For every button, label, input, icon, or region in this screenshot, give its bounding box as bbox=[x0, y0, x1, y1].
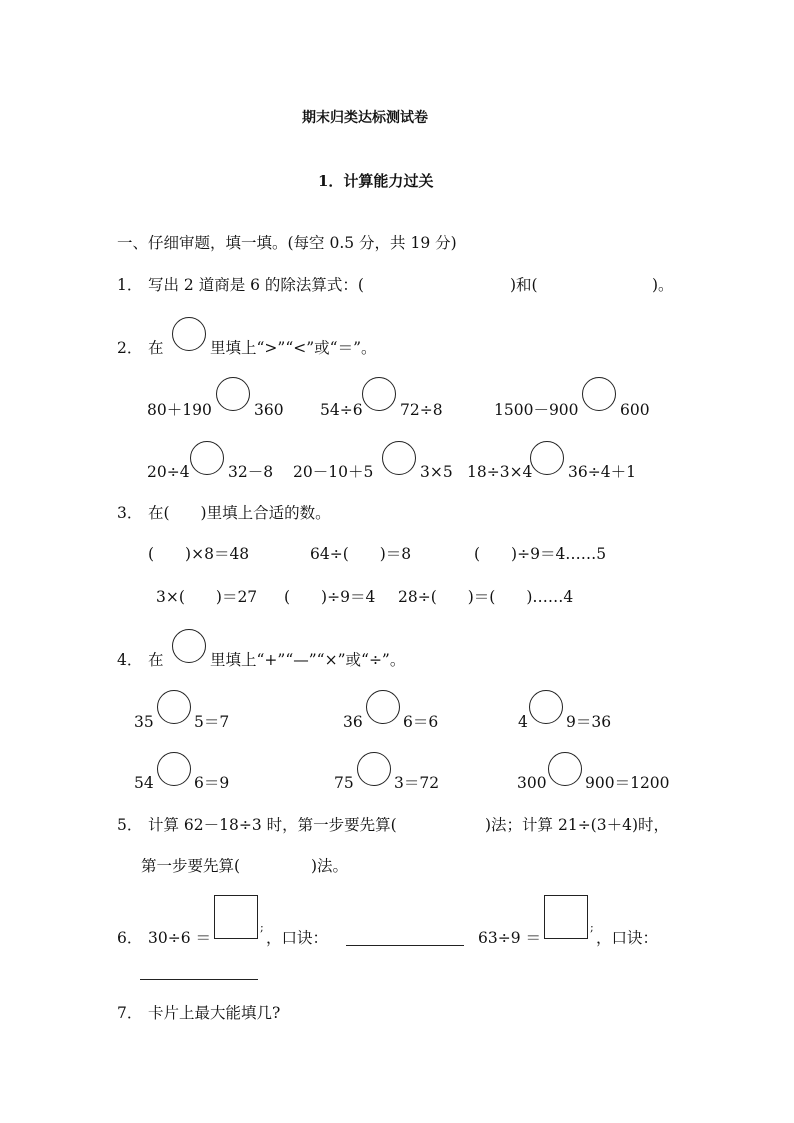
q5-line1b: )法；计算 21÷(3＋4)时， bbox=[485, 816, 670, 834]
q2-r1-a-right: 360 bbox=[254, 401, 284, 419]
q6-rhyme-line-2[interactable] bbox=[140, 979, 258, 980]
q2-post: 里填上“>”“<”或“＝”。 bbox=[210, 339, 377, 357]
q2-r2-c-left: 18÷3×4 bbox=[467, 463, 533, 481]
page-subtitle: 1．计算能力过关 bbox=[318, 172, 434, 190]
q4-r1-a-right: 5＝7 bbox=[194, 713, 230, 731]
q6-answer-box-2[interactable] bbox=[544, 895, 588, 939]
q4-r2-b-circle[interactable] bbox=[357, 752, 391, 786]
q4-r2-b-right: 3＝72 bbox=[394, 774, 440, 792]
q2-r1-a-left: 80＋190 bbox=[147, 401, 212, 419]
q7-text: 卡片上最大能填几? bbox=[148, 1004, 281, 1022]
q4-r2-a-left: 54 bbox=[134, 774, 154, 792]
q3-text: 在( )里填上合适的数。 bbox=[148, 504, 331, 522]
q2-r1-c-left: 1500－900 bbox=[494, 401, 579, 419]
q2-r1-a-circle[interactable] bbox=[216, 377, 250, 411]
q2-sample-circle bbox=[172, 317, 206, 351]
q2-r1-c-circle[interactable] bbox=[582, 377, 616, 411]
q2-r2-a-right: 32－8 bbox=[228, 463, 274, 481]
q6-mark-1: ; bbox=[260, 921, 264, 934]
q5-line2b: )法。 bbox=[311, 857, 349, 875]
q4-r1-a-circle[interactable] bbox=[157, 690, 191, 724]
q3-r1-a: ( )×8＝48 bbox=[148, 545, 250, 563]
q2-r2-b-left: 20－10＋5 bbox=[293, 463, 374, 481]
q3-r1-c: ( )÷9＝4……5 bbox=[474, 545, 607, 563]
q2-r1-b-circle[interactable] bbox=[362, 377, 396, 411]
q2-r1-c-right: 600 bbox=[620, 401, 650, 419]
q2-r2-c-right: 36÷4＋1 bbox=[568, 463, 636, 481]
q4-r2-a-circle[interactable] bbox=[157, 752, 191, 786]
q2-r2-a-circle[interactable] bbox=[190, 441, 224, 475]
q4-r2-c-right: 900＝1200 bbox=[585, 774, 670, 792]
q7-number: 7． bbox=[117, 1004, 143, 1022]
q2-r2-a-left: 20÷4 bbox=[147, 463, 190, 481]
q2-r2-b-circle[interactable] bbox=[382, 441, 416, 475]
q4-r2-c-left: 300 bbox=[517, 774, 547, 792]
q3-r1-b: 64÷( )＝8 bbox=[310, 545, 412, 563]
q4-r2-c-circle[interactable] bbox=[548, 752, 582, 786]
q3-r2-c: 28÷( )＝( )……4 bbox=[398, 588, 574, 606]
q4-r1-b-circle[interactable] bbox=[366, 690, 400, 724]
q4-r1-b-left: 36 bbox=[343, 713, 363, 731]
q2-r1-b-left: 54÷6 bbox=[320, 401, 363, 419]
q2-r1-b-right: 72÷8 bbox=[400, 401, 443, 419]
q2-r2-b-right: 3×5 bbox=[420, 463, 453, 481]
q4-r1-b-right: 6＝6 bbox=[403, 713, 439, 731]
q1-mid: )和( bbox=[510, 276, 538, 294]
q2-r2-c-circle[interactable] bbox=[530, 441, 564, 475]
q4-r1-c-circle[interactable] bbox=[529, 690, 563, 724]
q1-end: )。 bbox=[652, 276, 674, 294]
q2-pre: 在 bbox=[148, 339, 164, 357]
q3-number: 3． bbox=[117, 504, 143, 522]
q4-r1-c-right: 9＝36 bbox=[566, 713, 612, 731]
q4-post: 里填上“+”“—”“×”或“÷”。 bbox=[210, 651, 406, 669]
q6-rhyme-line-1[interactable] bbox=[346, 945, 464, 946]
q6-sep-1: ，口诀： bbox=[266, 929, 329, 947]
q4-r1-a-left: 35 bbox=[134, 713, 154, 731]
q6-number: 6． bbox=[117, 929, 143, 947]
q2-number: 2． bbox=[117, 339, 143, 357]
q4-number: 4． bbox=[117, 651, 143, 669]
q4-pre: 在 bbox=[148, 651, 164, 669]
page-title: 期末归类达标测试卷 bbox=[302, 110, 428, 126]
q5-line2a: 第一步要先算( bbox=[141, 857, 241, 875]
q5-line1a: 计算 62－18÷3 时，第一步要先算( bbox=[148, 816, 397, 834]
q6-sep-2: ，口诀： bbox=[596, 929, 659, 947]
q6-answer-box-1[interactable] bbox=[214, 895, 258, 939]
q1-number: 1． bbox=[117, 276, 143, 294]
q6-expr2: 63÷9 ＝ bbox=[478, 929, 541, 947]
q6-expr1: 30÷6 ＝ bbox=[148, 929, 211, 947]
q5-number: 5． bbox=[117, 816, 143, 834]
q4-sample-circle bbox=[172, 629, 206, 663]
q1-text: 写出 2 道商是 6 的除法算式：( bbox=[148, 276, 364, 294]
section-heading: 一、仔细审题，填一填。(每空 0.5 分，共 19 分) bbox=[117, 234, 457, 252]
q4-r2-b-left: 75 bbox=[334, 774, 354, 792]
q3-r2-a: 3×( )＝27 bbox=[156, 588, 258, 606]
q4-r1-c-left: 4 bbox=[518, 713, 528, 731]
q6-mark-2: ; bbox=[590, 921, 594, 934]
q3-r2-b: ( )÷9＝4 bbox=[284, 588, 376, 606]
q4-r2-a-right: 6＝9 bbox=[194, 774, 230, 792]
